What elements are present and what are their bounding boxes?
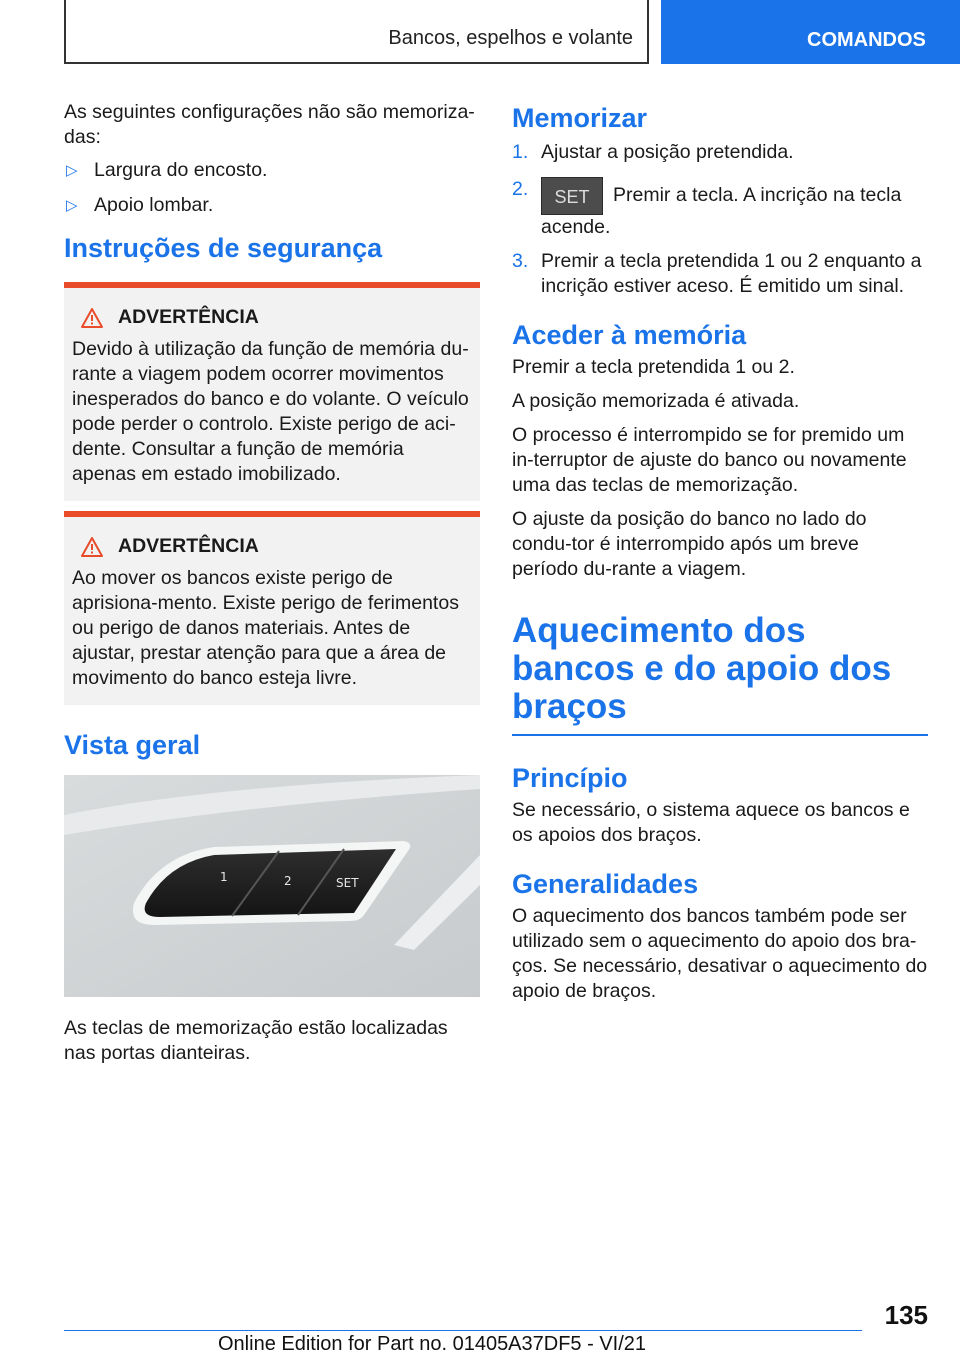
warning-text: Devido à utilização da função de memória du-rante a viagem podem ocorrer movimentos inesperados do banco e do volante. O veículo pode perder o controlo. Existe perigo de aci-dente. Consultar a função de memória apenas em estado imobilizado. — [72, 338, 469, 485]
heating-heading: Aquecimento dos bancos e do apoio dos braços — [512, 612, 928, 736]
photo-caption: As teclas de memorização estão localizadas nas portas dianteiras. — [64, 1017, 448, 1064]
key-label: SET — [336, 876, 359, 890]
left-column — [64, 100, 480, 1066]
general-heading: Generalidades — [512, 869, 699, 899]
page-number: 135 — [884, 1300, 928, 1330]
step-text: Premir a tecla pretendida 1 ou 2 enquanto a incrição estiver aceso. É emitido um sinal. — [541, 250, 922, 297]
tab-label: COMANDOS — [807, 29, 926, 51]
bullet-list — [64, 158, 480, 218]
list-item — [512, 140, 928, 165]
header-tab-comandos[interactable] — [661, 0, 960, 64]
warning-title: ADVERTÊNCIA — [72, 535, 472, 558]
set-button-icon: SET — [541, 177, 603, 215]
step-number: 2. — [512, 178, 529, 200]
header-section-title — [64, 0, 649, 64]
memorize-heading: Memorizar — [512, 103, 648, 133]
general-text: O aquecimento dos bancos também pode ser utilizado sem o aquecimento do apoio dos bra-ços. Se necessário, desativar o aquecimento do apoio de braços. — [512, 905, 928, 1002]
steps-list — [512, 140, 928, 299]
warning-title: ADVERTÊNCIA — [72, 306, 472, 329]
list-item — [512, 177, 928, 240]
intro-text: As seguintes configurações não são memoriza-das: — [64, 101, 475, 148]
paragraph: O processo é interrompido se for premido um in-terruptor de ajuste do banco ou novamente uma das teclas de memorização. — [512, 424, 907, 496]
triangle-bullet-icon: ▷ — [66, 162, 78, 179]
step-text: Premir a tecla. A incrição na tecla acende. — [541, 184, 902, 238]
memory-buttons-photo — [64, 775, 480, 997]
section-title: Bancos, espelhos e volante — [388, 27, 633, 49]
list-item — [512, 249, 928, 299]
paragraph: O ajuste da posição do banco no lado do condu-tor é interrompido após um breve período du-rante a viagem. — [512, 508, 867, 580]
list-item: ▷ Apoio lombar. — [66, 194, 214, 216]
principle-text: Se necessário, o sistema aquece os bancos e os apoios dos braços. — [512, 799, 910, 846]
key-label: 1 — [220, 870, 228, 884]
step-number: 1. — [512, 141, 529, 163]
principle-heading: Princípio — [512, 763, 628, 793]
footer-edition: Online Edition for Part no. 01405A37DF5 - VI/21 — [218, 1333, 647, 1355]
key-label: 2 — [284, 874, 292, 888]
paragraph: Premir a tecla pretendida 1 ou 2. — [512, 356, 795, 378]
step-text: Ajustar a posição pretendida. — [541, 141, 794, 163]
list-item: ▷ Largura do encosto. — [66, 159, 268, 181]
safety-heading: Instruções de segurança — [64, 233, 383, 263]
warning-triangle-icon — [80, 536, 104, 558]
right-column — [512, 100, 928, 1004]
access-memory-heading: Aceder à memória — [512, 320, 747, 350]
warning-box — [64, 511, 480, 705]
paragraph: A posição memorizada é ativada. — [512, 390, 800, 412]
triangle-bullet-icon: ▷ — [66, 197, 78, 214]
overview-heading: Vista geral — [64, 730, 201, 760]
warning-triangle-icon — [80, 307, 104, 329]
footer-divider — [64, 1330, 862, 1331]
warning-text: Ao mover os bancos existe perigo de aprisiona-mento. Existe perigo de ferimentos ou perigo de danos materiais. Antes de ajustar, prestar atenção para que a área de movimento do banco esteja livre. — [72, 567, 459, 689]
warning-box — [64, 282, 480, 501]
step-number: 3. — [512, 250, 529, 272]
